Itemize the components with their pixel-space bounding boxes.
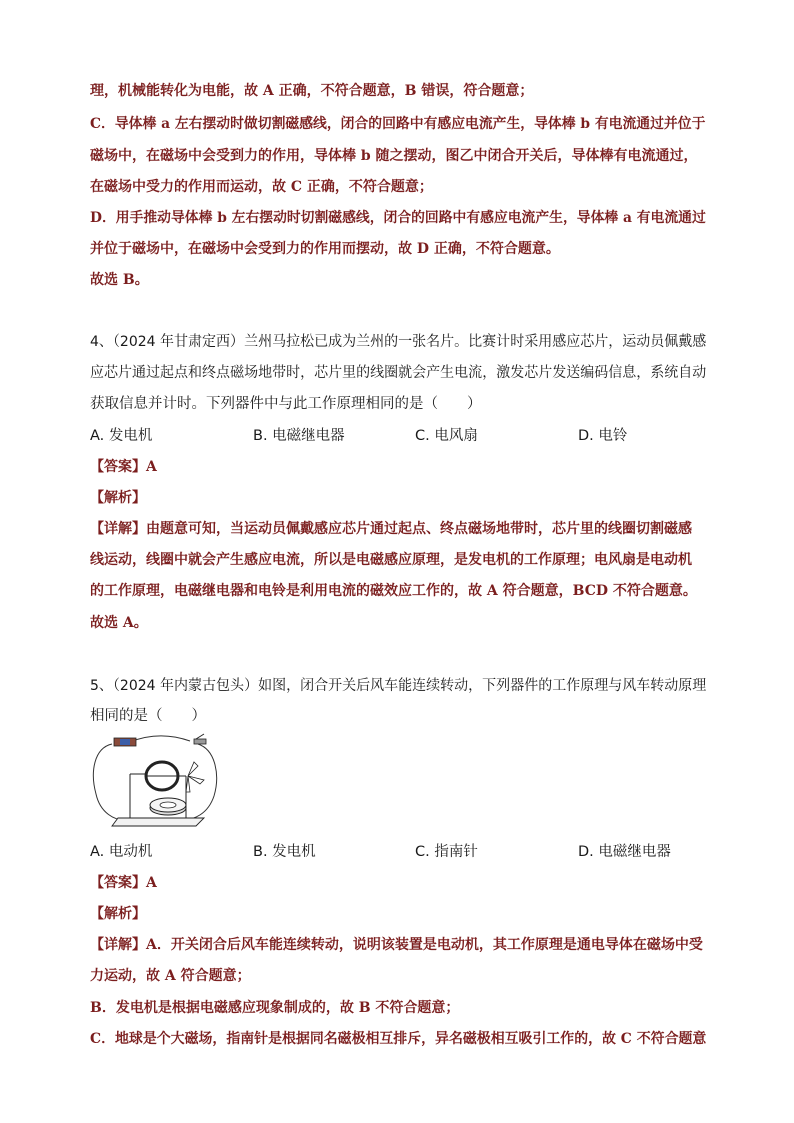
question-5-option-d: D. 电磁继电器: [578, 844, 671, 860]
solution-option-c-line: 在磁场中受力的作用而运动，故 C 正确，不符合题意；: [90, 179, 433, 195]
question-5-option-b: B. 发电机: [253, 844, 316, 860]
question-4-stem: 应芯片通过起点和终点磁场地带时，芯片里的线圈就会产生电流，激发芯片发送编码信息，系统自动: [90, 365, 707, 381]
question-4-option-c: C. 电风扇: [415, 428, 478, 444]
question-5-detail: C．地球是个大磁场，指南针是根据同名磁极相互排斥，异名磁极相互吸引工作的，故 C 不符合题意: [90, 1031, 707, 1047]
question-4-answer: 【答案】A: [90, 459, 157, 475]
question-5-stem: 5、（2024 年内蒙古包头）如图，闭合开关后风车能连续转动，下列器件的工作原理与风车转动原理: [90, 678, 707, 694]
question-4-option-b: B. 电磁继电器: [253, 428, 345, 444]
question-4-detail: 线运动，线圈中就会产生感应电流，所以是电磁感应原理，是发电机的工作原理；电风扇是电动机: [90, 552, 692, 568]
question-5-detail: B．发电机是根据电磁感应现象制成的，故 B 不符合题意；: [90, 1000, 460, 1016]
question-4-stem: 获取信息并计时。下列器件中与此工作原理相同的是（ ）: [90, 396, 482, 412]
question-4-detail: 【详解】由题意可知，当运动员佩戴感应芯片通过起点、终点磁场地带时，芯片里的线圈切割磁感: [90, 521, 692, 537]
question-5-option-a: A. 电动机: [90, 844, 153, 860]
question-5-analysis-heading: 【解析】: [90, 906, 146, 922]
solution-option-c-line: 磁场中，在磁场中会受到力的作用，导体棒 b 随之摆动，图乙中闭合开关后，导体棒有电流通过，: [90, 148, 698, 164]
solution-option-c-line: C．导体棒 a 左右摆动时做切割磁感线，闭合的回路中有感应电流产生，导体棒 b 有电流通过并位于: [90, 116, 706, 132]
question-5-detail: 力运动，故 A 符合题意；: [90, 968, 251, 984]
question-4-stem: 4、（2024 年甘肃定西）兰州马拉松已成为兰州的一张名片。比赛计时采用感应芯片，运动员佩戴感: [90, 334, 707, 350]
question-5-detail: 【详解】A．开关闭合后风车能连续转动，说明该装置是电动机，其工作原理是通电导体在磁场中受: [90, 937, 703, 953]
question-4-option-d: D. 电铃: [578, 428, 628, 444]
windmill-motor-figure: [90, 732, 220, 828]
question-4-option-a: A. 发电机: [90, 428, 153, 444]
solution-option-d-line: 并位于磁场中，在磁场中会受到力的作用而摆动，故 D 正确，不符合题意。: [90, 241, 560, 257]
solution-line: 理，机械能转化为电能，故 A 正确，不符合题意，B 错误，符合题意；: [90, 83, 534, 99]
question-5-option-c: C. 指南针: [415, 844, 478, 860]
question-5-answer: 【答案】A: [90, 875, 157, 891]
solution-conclusion: 故选 B。: [90, 272, 149, 288]
question-4-detail: 的工作原理，电磁继电器和电铃是利用电流的磁效应工作的，故 A 符合题意，BCD 不符合题意。: [90, 583, 697, 599]
question-5-stem: 相同的是（ ）: [90, 708, 206, 724]
question-4-analysis-heading: 【解析】: [90, 490, 146, 506]
question-4-conclusion: 故选 A。: [90, 615, 148, 631]
solution-option-d-line: D．用手推动导体棒 b 左右摆动时切割磁感线，闭合的回路中有感应电流产生，导体棒 a 有电流通过: [90, 210, 706, 226]
